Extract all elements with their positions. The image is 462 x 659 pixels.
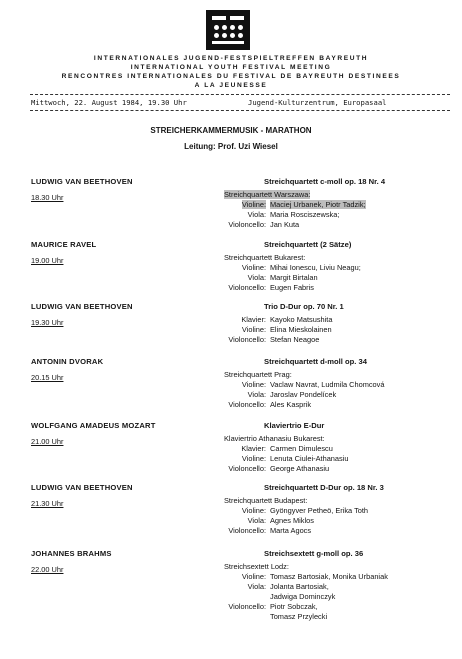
performer-names: Maciej Urbanek, Piotr Tadzik; (270, 200, 366, 209)
composer-name: MAURICE RAVEL (31, 240, 97, 249)
performer-row (0, 602, 462, 612)
performer-row (0, 516, 462, 526)
performer-role: Violoncello: (228, 602, 266, 611)
performer-row (0, 592, 462, 602)
composer-name: LUDWIG VAN BEETHOVEN (31, 302, 133, 311)
ensemble-name: Streichquartett Prag: (224, 370, 292, 379)
work-title: Streichquartett d-moll op. 34 (264, 357, 367, 366)
start-time: 21.00 Uhr (31, 437, 64, 446)
performer-row (0, 380, 462, 390)
header-line-2: INTERNATIONAL YOUTH FESTIVAL MEETING (130, 64, 332, 71)
header-divider (30, 94, 450, 95)
performer-names: George Athanasiu (270, 464, 330, 473)
header-line-4: A LA JEUNESSE (194, 82, 268, 89)
performer-row (0, 220, 462, 230)
event-venue: Jugend-Kulturzentrum, Europasaal (248, 98, 387, 107)
performer-role: Violoncello: (228, 283, 266, 292)
header-line-3: RENCONTRES INTERNATIONALES DU FESTIVAL DE BAYREUTH DESTINEES (61, 73, 401, 80)
performer-names: Jolanta Bartosiak, (270, 582, 329, 591)
performer-role: Violine: (241, 572, 266, 581)
performer-names: Vaclaw Navrat, Ludmila Chomcová (270, 380, 385, 389)
performer-row (0, 263, 462, 273)
performer-names: Ales Kasprik (270, 400, 312, 409)
performer-names: Mihai Ionescu, Liviu Neagu; (270, 263, 361, 272)
performer-role: Viola: (247, 273, 266, 282)
performer-names: Jadwiga Dominczyk (270, 592, 336, 601)
performer-role: Klavier: (241, 444, 266, 453)
performer-row (0, 400, 462, 410)
performer-names: Agnes Miklos (270, 516, 314, 525)
performer-names: Margit Birtalan (270, 273, 318, 282)
work-title: Streichquartett c-moll op. 18 Nr. 4 (264, 177, 386, 186)
composer-name: LUDWIG VAN BEETHOVEN (31, 483, 133, 492)
performer-names: Maria Rosciszewska; (270, 210, 340, 219)
performer-names: Jan Kuta (270, 220, 300, 229)
performer-names: Marta Agocs (270, 526, 312, 535)
performer-row (0, 572, 462, 582)
composer-name: LUDWIG VAN BEETHOVEN (31, 177, 133, 186)
work-title: Streichquartett (2 Sätze) (264, 240, 352, 249)
performer-role: Violoncello: (228, 400, 266, 409)
performer-names: Piotr Sobczak, (270, 602, 318, 611)
performer-row (0, 325, 462, 335)
header-line-1: INTERNATIONALES JUGEND-FESTSPIELTREFFEN BAYREUTH (93, 55, 369, 62)
performer-row (0, 454, 462, 464)
performer-role: Klavier: (241, 315, 266, 324)
start-time: 19.30 Uhr (31, 318, 64, 327)
performer-row (0, 390, 462, 400)
ensemble-name: Streichquartett Warszawa: (224, 190, 311, 199)
festival-logo-icon (206, 10, 250, 50)
performer-row (0, 335, 462, 345)
performer-row (0, 612, 462, 622)
performer-names: Stefan Neagoe (270, 335, 320, 344)
start-time: 20.15 Uhr (31, 373, 64, 382)
performer-role: Violoncello: (228, 335, 266, 344)
performer-role: Viola: (247, 390, 266, 399)
performer-role: Violoncello: (228, 220, 266, 229)
performer-role: Violoncello: (228, 464, 266, 473)
performer-role: Violine: (241, 263, 266, 272)
performer-names: Tomasz Przylecki (270, 612, 328, 621)
performer-names: Carmen Dimulescu (270, 444, 333, 453)
start-time: 19.00 Uhr (31, 256, 64, 265)
concert-leader: Leitung: Prof. Uzi Wiesel (184, 142, 278, 151)
performer-role: Violine: (241, 380, 266, 389)
work-title: Streichquartett D-Dur op. 18 Nr. 3 (264, 483, 384, 492)
composer-name: JOHANNES BRAHMS (31, 549, 112, 558)
performer-row (0, 464, 462, 474)
composer-name: WOLFGANG AMADEUS MOZART (31, 421, 156, 430)
performer-role: Violine: (241, 325, 266, 334)
start-time: 21.30 Uhr (31, 499, 64, 508)
performer-role: Viola: (247, 582, 266, 591)
performer-role: Violoncello: (228, 526, 266, 535)
performer-row (0, 444, 462, 454)
start-time: 22.00 Uhr (31, 565, 64, 574)
ensemble-name: Klaviertrio Athanasiu Bukarest: (224, 434, 325, 443)
performer-names: Eugen Fabris (270, 283, 314, 292)
concert-title: STREICHERKAMMERMUSIK - MARATHON (150, 126, 312, 135)
ensemble-name: Streichquartett Bukarest: (224, 253, 306, 262)
performer-names: Jaroslav Pondelícek (270, 390, 337, 399)
performer-row (0, 210, 462, 220)
performer-row (0, 315, 462, 325)
performer-row (0, 283, 462, 293)
performer-names: Gyöngyver Petheö, Erika Toth (270, 506, 369, 515)
performer-names: Kayoko Matsushita (270, 315, 333, 324)
performer-role: Viola: (247, 210, 266, 219)
ensemble-name: Streichsextett Lodz: (224, 562, 289, 571)
performer-row (0, 506, 462, 516)
performer-role: Violine: (241, 200, 266, 209)
composer-name: ANTONIN DVORAK (31, 357, 104, 366)
performer-role: Violine: (241, 506, 266, 515)
performer-role: Viola: (247, 516, 266, 525)
work-title: Klaviertrio E-Dur (264, 421, 325, 430)
performer-row (0, 273, 462, 283)
work-title: Streichsextett g-moll op. 36 (264, 549, 364, 558)
performer-row (0, 200, 462, 210)
performer-names: Lenuta Ciulei-Athanasiu (270, 454, 349, 463)
date-divider (30, 110, 450, 111)
start-time: 18.30 Uhr (31, 193, 64, 202)
ensemble-name: Streichquartett Budapest: (224, 496, 308, 505)
performer-row (0, 582, 462, 592)
performer-role: Violine: (241, 454, 266, 463)
work-title: Trio D-Dur op. 70 Nr. 1 (264, 302, 344, 311)
performer-row (0, 526, 462, 536)
event-date: Mittwoch, 22. August 1984, 19.30 Uhr (31, 98, 187, 107)
performer-names: Elina Mieskolainen (270, 325, 332, 334)
performer-names: Tomasz Bartosiak, Monika Urbaniak (270, 572, 388, 581)
